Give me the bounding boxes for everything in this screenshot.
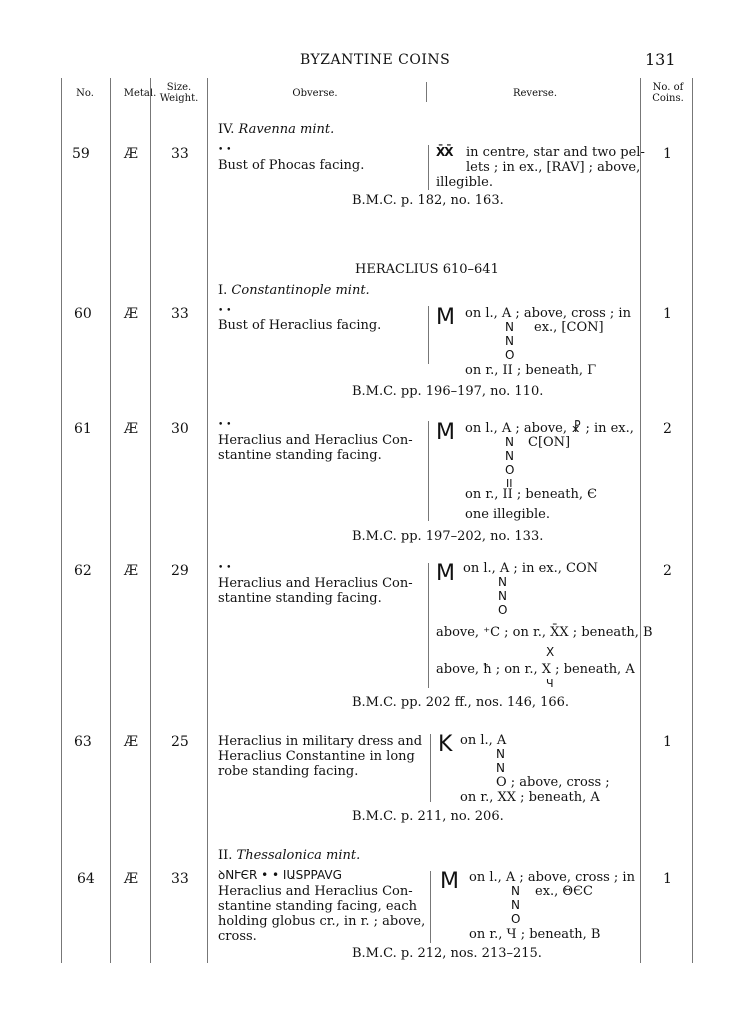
- coin-60-size: 33: [171, 306, 189, 322]
- rev-bracket: [430, 871, 431, 943]
- coin-60-reverse-line2: on r., II ; beneath, Γ: [465, 363, 597, 378]
- coin-60-metal: Æ: [124, 306, 139, 322]
- coin-61-obverse-line1: Heraclius and Heraclius Con-: [218, 433, 413, 448]
- coin-59-metal: Æ: [124, 146, 139, 162]
- section-ravenna: [218, 122, 334, 137]
- coin-59-dots: • •: [218, 145, 232, 155]
- coin-64-reference: B.M.C. p. 212, nos. 213–215.: [352, 946, 542, 961]
- coin-59-reference: B.M.C. p. 182, no. 163.: [352, 193, 504, 208]
- rule-obv-rev-header: [426, 82, 427, 102]
- coin-63-obverse-line2: Heraclius Constantine in long: [218, 749, 415, 764]
- coin-61-reverse-o: O: [505, 463, 515, 477]
- coin-61-reverse-line3: one illegible.: [465, 507, 550, 522]
- coin-64-reverse-line1: on l., A ; above, cross ; in: [469, 870, 635, 885]
- coin-63-reverse-n1: N: [496, 747, 505, 761]
- rev-bracket: [428, 145, 429, 190]
- rev-bracket: [428, 306, 429, 364]
- rule-obverse: [207, 78, 208, 963]
- coin-62-reverse-m: M: [436, 561, 455, 586]
- coin-64-count: 1: [663, 871, 672, 887]
- coin-64-metal: Æ: [124, 871, 139, 887]
- coin-64-obverse-line4: cross.: [218, 929, 257, 944]
- running-title: BYZANTINE COINS: [300, 52, 451, 68]
- coin-64-reverse-o: O: [511, 912, 521, 926]
- coin-59-size: 33: [171, 146, 189, 162]
- coin-62-reverse-x: X: [546, 645, 555, 659]
- coin-63-reverse-o: O ; above, cross ;: [496, 775, 610, 790]
- col-header-size-l2: Weight.: [159, 93, 199, 104]
- col-header-coins-l1: No. of: [652, 82, 684, 93]
- coin-64-legend: ꝺNՒЄR • • IԱSPPAVG: [218, 868, 342, 882]
- coin-61-reverse-line1: on l., A ; above, ☧ ; in ex.,: [465, 421, 634, 436]
- coin-61-obverse-line2: stantine standing facing.: [218, 448, 382, 463]
- coin-60-dots: • •: [218, 306, 232, 316]
- coin-62-size: 29: [171, 563, 189, 579]
- coin-64-size: 33: [171, 871, 189, 887]
- coin-64-reverse-n1: N: [511, 884, 520, 898]
- coin-64-no: 64: [77, 871, 95, 887]
- coin-64-reverse-m: M: [440, 869, 459, 894]
- rev-bracket: [430, 734, 431, 802]
- coin-61-reverse-n2: N: [505, 449, 514, 463]
- coin-64-obverse-line3: holding globus cr., in r. ; above,: [218, 914, 426, 929]
- coin-63-reverse-k: K: [438, 732, 453, 757]
- coin-61-metal: Æ: [124, 421, 139, 437]
- coin-60-reverse-n1: N: [505, 320, 514, 334]
- coin-61-no: 61: [74, 421, 92, 437]
- rule-left: [61, 78, 62, 963]
- coin-59-count: 1: [663, 146, 672, 162]
- coin-62-reverse-n2: N: [498, 589, 507, 603]
- coin-62-reverse-o: O: [498, 603, 508, 617]
- coin-60-reverse-n2: N: [505, 334, 514, 348]
- section-roman: II.: [218, 848, 233, 863]
- coin-64-obverse-line2: stantine standing facing, each: [218, 899, 417, 914]
- coin-63-reference: B.M.C. p. 211, no. 206.: [352, 809, 504, 824]
- coin-61-reverse-ii: II: [506, 477, 513, 490]
- coin-61-count: 2: [663, 421, 672, 437]
- coin-60-reference: B.M.C. pp. 196–197, no. 110.: [352, 384, 544, 399]
- coin-63-metal: Æ: [124, 734, 139, 750]
- coin-62-reverse-line1: on l., A ; in ex., CON: [463, 561, 598, 576]
- coin-64-reverse-line1b: ex., ΘЄC: [535, 884, 593, 899]
- col-header-no: No.: [76, 88, 94, 99]
- coin-63-reverse-line2: on r., XX ; beneath, A: [460, 790, 600, 805]
- section-constantinople: [218, 283, 370, 298]
- coin-61-reverse-m: M: [436, 420, 455, 445]
- rule-right: [692, 78, 693, 963]
- section-roman: IV.: [218, 122, 235, 137]
- coin-63-reverse-n2: N: [496, 761, 505, 775]
- col-header-coins-l2: Coins.: [652, 93, 684, 104]
- col-header-size: [155, 82, 203, 104]
- coin-59-reverse-line2: lets ; in ex., [RAV] ; above,: [466, 160, 641, 175]
- col-header-coins: [644, 82, 692, 104]
- page-number: 131: [645, 50, 676, 69]
- coin-60-reverse-o: O: [505, 348, 515, 362]
- section-name: Constantinople mint.: [231, 283, 370, 298]
- section-thessalonica: [218, 848, 360, 863]
- coin-62-obverse-line1: Heraclius and Heraclius Con-: [218, 576, 413, 591]
- coin-64-reverse-line2: on r., Ч ; beneath, B: [469, 927, 601, 942]
- rev-bracket: [428, 563, 429, 688]
- rule-metal: [110, 78, 111, 963]
- section-name: Ravenna mint.: [238, 122, 335, 137]
- coin-60-obverse: Bust of Heraclius facing.: [218, 318, 382, 333]
- coin-61-reverse-line1b: C[ON]: [528, 435, 571, 450]
- rule-size: [150, 78, 151, 963]
- coin-62-reverse-line3: above, ħ ; on r., X ; beneath, A: [436, 662, 635, 677]
- coin-62-obverse-line2: stantine standing facing.: [218, 591, 382, 606]
- coin-59-reverse-symbol: X̄X̄: [436, 145, 453, 159]
- section-roman: I.: [218, 283, 228, 298]
- coin-62-dots: • •: [218, 563, 232, 573]
- coin-63-obverse-line3: robe standing facing.: [218, 764, 359, 779]
- coin-63-reverse-line1: on l., A: [460, 733, 507, 748]
- col-header-size-l1: Size.: [166, 82, 192, 93]
- coin-62-reference: B.M.C. pp. 202 ff., nos. 146, 166.: [352, 695, 570, 710]
- coin-63-no: 63: [74, 734, 92, 750]
- col-header-metal: Metal.: [123, 88, 157, 99]
- coin-62-no: 62: [74, 563, 92, 579]
- coin-64-obverse-line1: Heraclius and Heraclius Con-: [218, 884, 413, 899]
- coin-63-obverse-line1: Heraclius in military dress and: [218, 734, 423, 749]
- coin-60-reverse-line1: on l., A ; above, cross ; in: [465, 306, 631, 321]
- coin-59-obverse: Bust of Phocas facing.: [218, 158, 365, 173]
- col-header-reverse: Reverse.: [512, 88, 558, 99]
- coin-63-count: 1: [663, 734, 672, 750]
- coin-60-reverse-m: M: [436, 305, 455, 330]
- rule-coins: [640, 78, 641, 963]
- coin-62-count: 2: [663, 563, 672, 579]
- rev-bracket: [428, 421, 429, 521]
- coin-60-reverse-line1b: ex., [CON]: [534, 320, 604, 335]
- coin-61-reference: B.M.C. pp. 197–202, no. 133.: [352, 529, 544, 544]
- coin-64-reverse-n2: N: [511, 898, 520, 912]
- coin-59-reverse-line3: illegible.: [436, 175, 493, 190]
- coin-61-reverse-line2: on r., II ; beneath, Є: [465, 487, 598, 502]
- coin-61-reverse-n1: N: [505, 435, 514, 449]
- coin-61-dots: • •: [218, 420, 232, 430]
- coin-62-metal: Æ: [124, 563, 139, 579]
- coin-63-size: 25: [171, 734, 189, 750]
- section-name: Thessalonica mint.: [236, 848, 361, 863]
- coin-60-no: 60: [74, 306, 92, 322]
- coin-60-count: 1: [663, 306, 672, 322]
- coin-62-reverse-q: Ч: [546, 677, 554, 690]
- coin-62-reverse-n1: N: [498, 575, 507, 589]
- col-header-obverse: Obverse.: [292, 88, 338, 99]
- coin-62-reverse-line2: above, ⁺C ; on r., X̄X ; beneath, B: [436, 625, 653, 640]
- coin-61-size: 30: [171, 421, 189, 437]
- coin-59-reverse-line1: in centre, star and two pel-: [466, 145, 645, 160]
- coin-59-no: 59: [72, 146, 90, 162]
- ruler-heading: HERACLIUS 610–641: [355, 262, 499, 277]
